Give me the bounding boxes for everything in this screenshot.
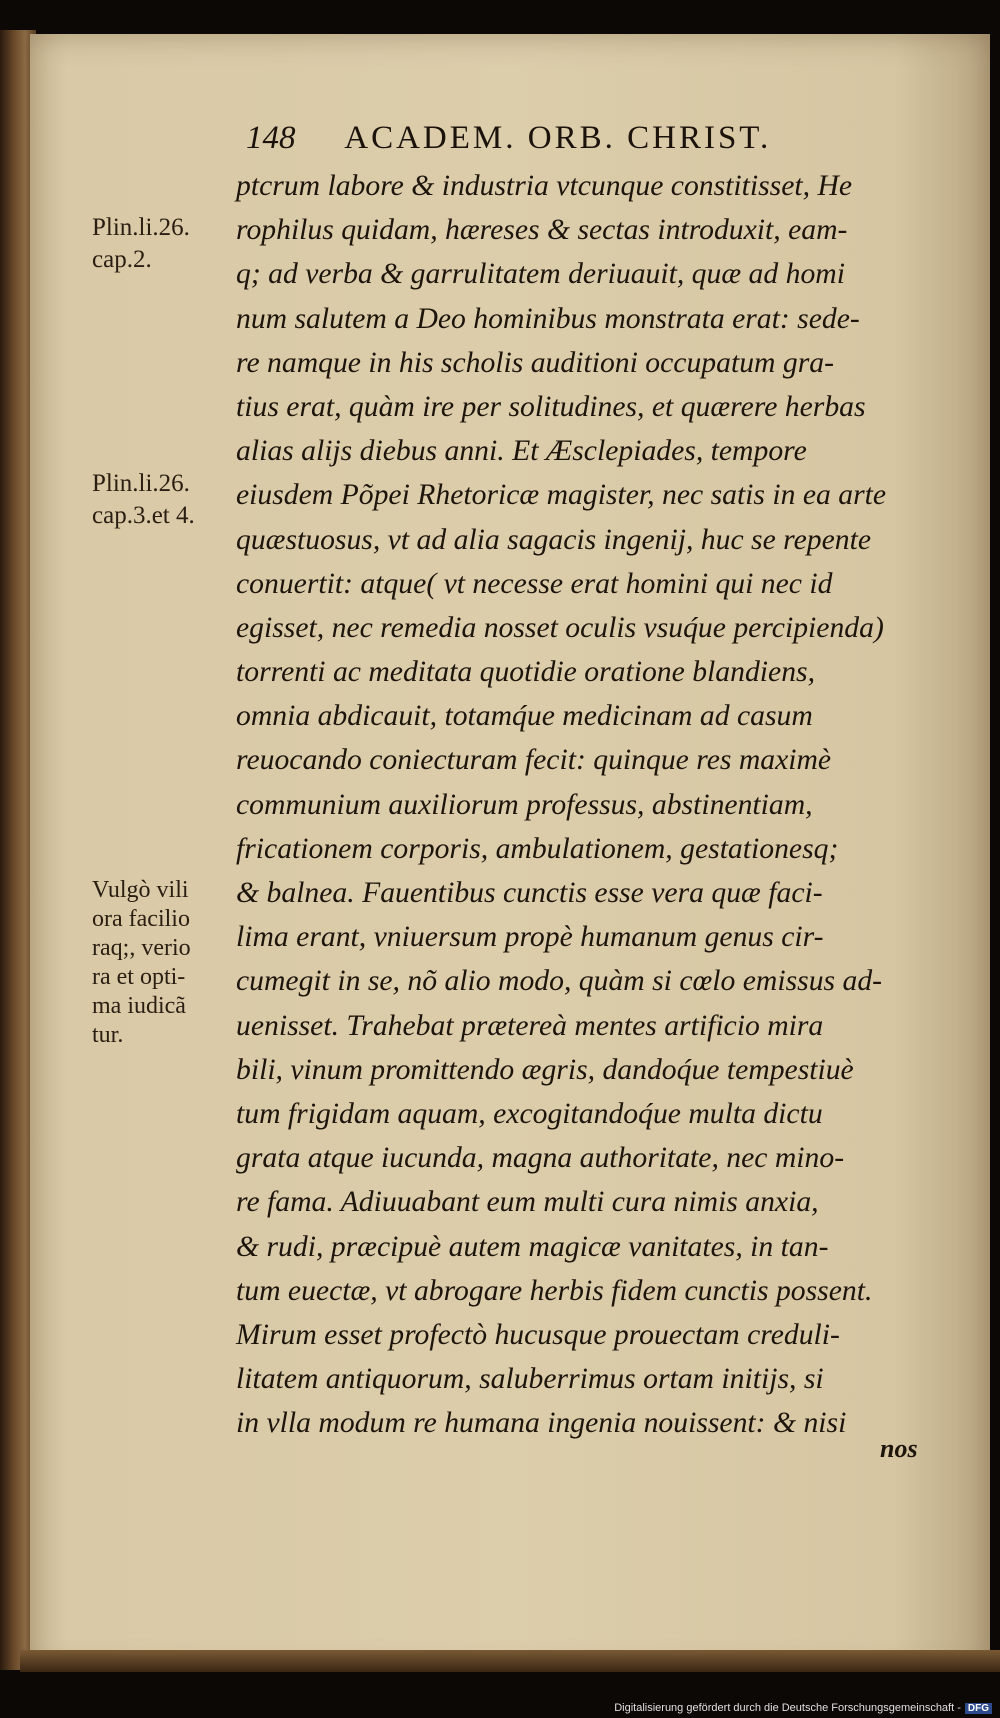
footer-credit: Digitalisierung gefördert durch die Deutsche Forschungsgemeinschaft -	[614, 1702, 961, 1714]
text-line: omnia abdicauit, totamq́ue medicinam ad casum	[236, 699, 813, 733]
body-text	[236, 164, 956, 1445]
text-line: litatem antiquorum, saluberrimus ortam initijs, si	[236, 1362, 824, 1396]
margin-note-line: cap.2.	[92, 246, 152, 273]
text-line: grata atque iucunda, magna authoritate, nec mino-	[236, 1141, 845, 1175]
margin-note-1	[92, 212, 242, 276]
margin-note-line: tur.	[92, 1022, 124, 1048]
running-head	[246, 120, 886, 157]
text-line: torrenti ac meditata quotidie oratione blandiens,	[236, 655, 815, 689]
running-title: ACADEM. ORB. CHRIST.	[344, 120, 772, 156]
margin-note-2	[92, 468, 242, 532]
text-line: egisset, nec remedia nosset oculis vsuq́ue percipienda)	[236, 610, 884, 644]
text-line: re fama. Adiuuabant eum multi cura nimis anxia,	[236, 1185, 819, 1219]
text-line: uenisset. Trahebat prætereà mentes artificio mira	[236, 1008, 824, 1042]
text-line: rophilus quidam, hæreses & sectas introduxit, eam-	[236, 213, 848, 247]
dfg-logo: DFG	[965, 1703, 992, 1714]
text-line: reuocando coniecturam fecit: quinque res maximè	[236, 743, 832, 777]
text-line: tius erat, quàm ire per solitudines, et quærere herbas	[236, 389, 866, 423]
text-line: tum euectæ, vt abrogare herbis fidem cunctis possent.	[236, 1273, 873, 1307]
margin-note-3	[92, 876, 242, 1050]
margin-note-line: cap.3.et 4.	[92, 502, 195, 529]
text-line: bili, vinum promittendo ægris, dandoq́ue tempestiuè	[236, 1052, 854, 1086]
text-line: Mirum esset profectò hucusque prouectam creduli-	[236, 1317, 840, 1351]
text-line: communium auxiliorum professus, abstinentiam,	[236, 787, 813, 821]
text-line: num salutem a Deo hominibus monstrata erat: sede-	[236, 301, 860, 335]
text-line: in vlla modum re humana ingenia nouissent: & nisi	[236, 1406, 847, 1440]
margin-note-line: ra et opti-	[92, 964, 186, 990]
text-line: & balnea. Fauentibus cunctis esse vera quæ faci-	[236, 876, 823, 909]
text-line: & rudi, præcipuè autem magicæ vanitates, in tan-	[236, 1229, 829, 1263]
page-bottom-edge	[20, 1650, 1000, 1672]
text-line: fricationem corporis, ambulationem, gestationesq;	[236, 831, 839, 865]
text-line: re namque in his scholis auditioni occupatum gra-	[236, 345, 834, 379]
digitization-footer	[614, 1702, 992, 1714]
margin-note-line: Vulgò vili	[92, 877, 189, 903]
text-line: q; ad verba & garrulitatem deriuauit, quæ ad homi	[236, 257, 845, 291]
page-number: 148	[246, 120, 296, 156]
margin-note-line: Plin.li.26.	[92, 470, 190, 497]
margin-note-line: Plin.li.26.	[92, 214, 190, 241]
catchword: nos	[880, 1434, 918, 1463]
text-line: cumegit in se, nõ alio modo, quàm si cœlo emissus ad-	[236, 964, 883, 998]
margin-note-line: ora facilio	[92, 906, 190, 932]
text-line: tum frigidam aquam, excogitandoq́ue multa dictu	[236, 1096, 823, 1130]
text-line: ptcrum labore & industria vtcunque constitisset, He	[236, 169, 853, 202]
text-line: conuertit: atque( vt necesse erat homini qui nec id	[236, 566, 833, 600]
margin-note-line: raq;, verio	[92, 935, 191, 961]
text-line: eiusdem Põpei Rhetoricæ magister, nec satis in ea arte	[236, 478, 887, 512]
text-line: quæstuosus, vt ad alia sagacis ingenij, huc se repente	[236, 522, 872, 556]
margin-note-line: ma iudicã	[92, 993, 186, 1019]
text-line: lima erant, vniuersum propè humanum genus cir-	[236, 920, 824, 954]
text-line: alias alijs diebus anni. Et Æsclepiades, tempore	[236, 434, 807, 468]
